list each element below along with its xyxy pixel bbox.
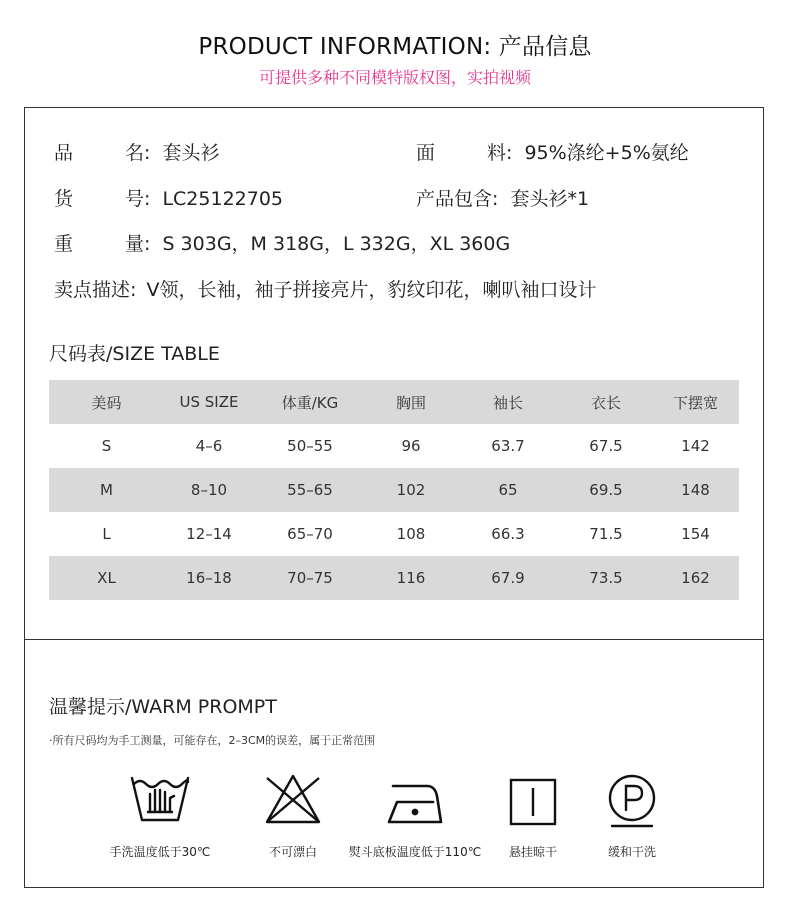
header-cell: 胸围 xyxy=(395,393,426,412)
table-cell: S xyxy=(101,437,112,455)
care-item-dry-clean xyxy=(562,770,702,859)
name-value: 套头衫 xyxy=(162,142,220,164)
name-label: 品名 xyxy=(54,142,144,164)
no-bleach-icon xyxy=(261,770,325,830)
size-table-header-row xyxy=(49,380,739,424)
selling-value: V领，长袖，袖子拼接亮片，豹纹印花，喇叭袖口设计 xyxy=(146,279,597,301)
info-sku-row xyxy=(54,184,283,211)
table-cell: 63.7 xyxy=(491,437,525,455)
care-label: 不可漂白 xyxy=(268,845,317,859)
table-cell: 70–75 xyxy=(287,569,333,587)
iron-icon xyxy=(383,770,447,830)
table-cell: 142 xyxy=(681,437,710,455)
sku-label: 货号 xyxy=(54,188,144,210)
table-cell: 148 xyxy=(681,481,710,499)
table-cell: 154 xyxy=(681,525,710,543)
table-cell: 102 xyxy=(396,481,426,499)
table-cell: 4–6 xyxy=(195,437,223,455)
table-cell: 73.5 xyxy=(589,569,623,587)
table-cell: 50–55 xyxy=(287,437,333,455)
care-item-no-bleach xyxy=(223,770,363,859)
table-row xyxy=(49,556,739,600)
table-cell: 65 xyxy=(498,481,518,499)
table-cell: 69.5 xyxy=(589,481,623,499)
sku-value: LC25122705 xyxy=(162,188,284,210)
table-row xyxy=(49,512,739,556)
page-subtitle: 可提供多种不同模特版权图，实拍视频 xyxy=(258,68,531,87)
table-cell: M xyxy=(100,481,113,499)
table-cell: 96 xyxy=(401,437,421,455)
weight-label: 重量 xyxy=(54,233,144,255)
care-label: 缓和干洗 xyxy=(607,845,656,859)
fabric-value: 95%涤纶+5%氨纶 xyxy=(524,142,689,164)
header-cell: 衣长 xyxy=(590,393,621,412)
fabric-label: 面料 xyxy=(416,142,506,164)
table-cell: 67.5 xyxy=(589,437,623,455)
size-table xyxy=(49,380,739,600)
dry-clean-p-icon xyxy=(600,770,664,830)
sku-colon: : xyxy=(144,188,151,210)
section-divider xyxy=(24,639,764,640)
care-item-hand-wash xyxy=(90,770,230,859)
header-cell: 袖长 xyxy=(492,393,523,412)
header-cell: 体重/KG xyxy=(281,393,339,412)
name-colon: : xyxy=(144,142,151,164)
care-label: 熨斗底板温度低于110℃ xyxy=(348,845,482,859)
table-cell: 16–18 xyxy=(186,569,232,587)
fabric-colon: : xyxy=(506,142,513,164)
info-name-row xyxy=(54,138,219,165)
header-cell: 美码 xyxy=(91,393,122,412)
info-weight-row xyxy=(54,229,510,256)
table-cell: 116 xyxy=(396,569,426,587)
table-row xyxy=(49,468,739,512)
weight-colon: : xyxy=(144,233,151,255)
hang-dry-icon xyxy=(501,770,565,830)
table-cell: 65–70 xyxy=(287,525,333,543)
info-fabric-row xyxy=(416,138,689,165)
contents-value: 套头衫*1 xyxy=(510,188,590,210)
table-cell: 67.9 xyxy=(491,569,525,587)
table-cell: 66.3 xyxy=(491,525,525,543)
header-cell: US SIZE xyxy=(179,393,239,411)
hand-wash-icon xyxy=(128,770,192,830)
info-contents-row xyxy=(416,184,589,211)
care-label: 手洗温度低于30℃ xyxy=(109,845,211,859)
table-cell: XL xyxy=(97,569,116,587)
table-cell: 8–10 xyxy=(190,481,228,499)
warm-prompt-heading: 温馨提示/WARM PROMPT xyxy=(49,696,277,718)
table-cell: 12–14 xyxy=(186,525,232,543)
table-cell: L xyxy=(102,525,111,543)
table-cell: 162 xyxy=(681,569,710,587)
table-row xyxy=(49,424,739,468)
care-label: 悬挂晾干 xyxy=(508,845,557,859)
contents-label: 产品包含: xyxy=(416,188,499,210)
table-cell: 55–65 xyxy=(287,481,333,499)
selling-label: 卖点描述: xyxy=(54,279,137,301)
size-table-heading: 尺码表/SIZE TABLE xyxy=(49,343,220,365)
table-cell: 71.5 xyxy=(589,525,623,543)
weight-value: S 303G，M 318G，L 332G，XL 360G xyxy=(162,233,511,255)
measurement-note: ·所有尺码均为手工测量，可能存在，2–3CM的误差，属于正常范围 xyxy=(49,734,376,747)
header-cell: 下摆宽 xyxy=(672,393,718,412)
page-title: PRODUCT INFORMATION: 产品信息 xyxy=(198,34,592,60)
info-selling-row xyxy=(54,275,596,302)
table-cell: 108 xyxy=(396,525,426,543)
